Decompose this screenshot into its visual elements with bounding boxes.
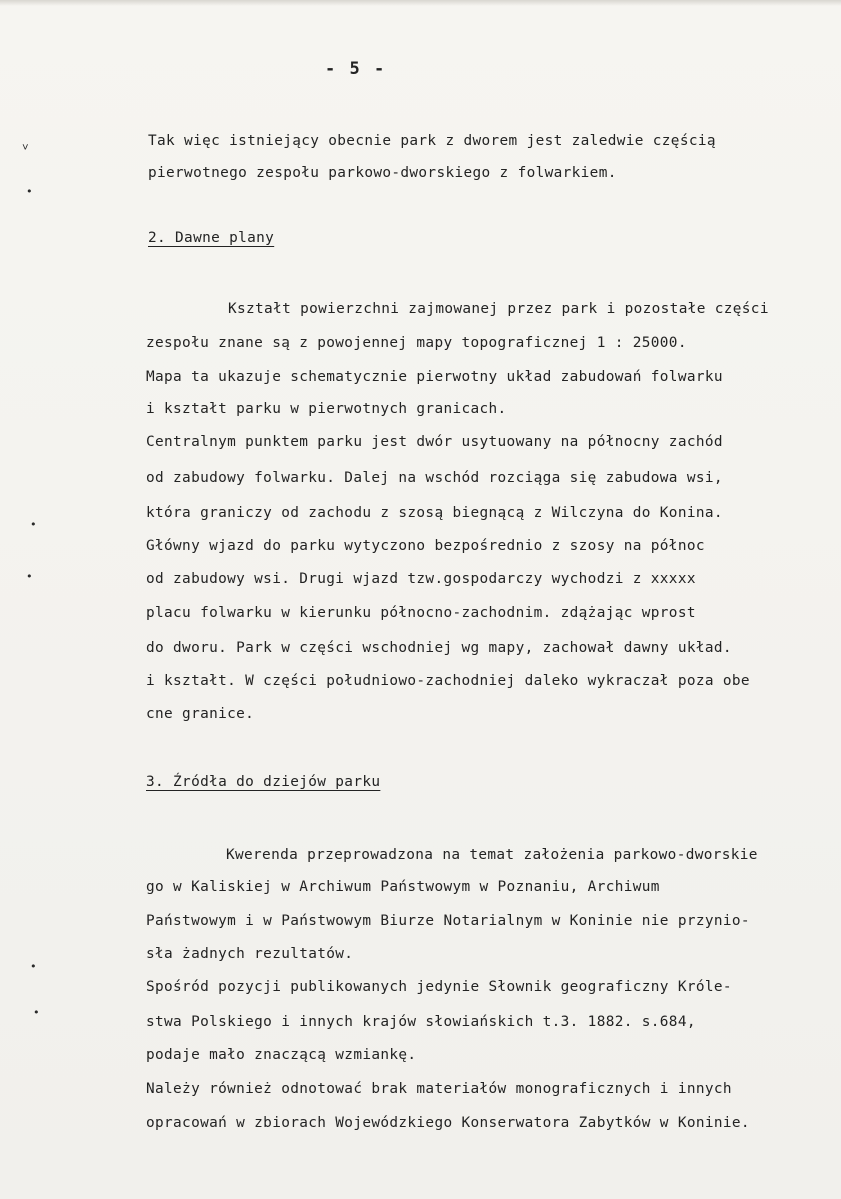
paragraph-line: Centralnym punktem parku jest dwór usytuowany na północny zachód <box>146 434 723 450</box>
paragraph-line: Państwowym i w Państwowym Biurze Notarialnym w Koninie nie przynio- <box>146 913 750 929</box>
paragraph-line: Kształt powierzchni zajmowanej przez park i pozostałe części <box>228 301 769 317</box>
paragraph-line: i kształt parku w pierwotnych granicach. <box>146 401 507 417</box>
margin-mark: • <box>26 185 33 198</box>
margin-mark: • <box>30 518 37 531</box>
intro-line: pierwotnego zespołu parkowo-dworskiego z folwarkiem. <box>148 165 617 181</box>
scan-edge <box>0 0 841 6</box>
margin-mark: • <box>30 960 37 973</box>
paragraph-line: do dworu. Park w części wschodniej wg mapy, zachował dawny układ. <box>146 640 732 656</box>
intro-line: Tak więc istniejący obecnie park z dworem jest zaledwie częścią <box>148 133 716 149</box>
paragraph-line: Główny wjazd do parku wytyczono bezpośrednio z szosy na północ <box>146 538 705 554</box>
paragraph-line: od zabudowy folwarku. Dalej na wschód rozciąga się zabudowa wsi, <box>146 470 723 486</box>
paragraph-line: Mapa ta ukazuje schematycznie pierwotny układ zabudowań folwarku <box>146 369 723 385</box>
paragraph-line: placu folwarku w kierunku północno-zachodnim. zdążając wprost <box>146 605 696 621</box>
paragraph-line: Spośród pozycji publikowanych jedynie Słownik geograficzny Króle- <box>146 979 732 995</box>
paragraph-line: stwa Polskiego i innych krajów słowiańskich t.3. 1882. s.684, <box>146 1014 696 1030</box>
margin-mark: • <box>26 570 33 583</box>
paragraph-line: od zabudowy wsi. Drugi wjazd tzw.gospodarczy wychodzi z xxxxx <box>146 571 696 587</box>
paragraph-line: i kształt. W części południowo-zachodniej daleko wykraczał poza obe <box>146 673 750 689</box>
margin-mark: ˅ <box>22 141 29 154</box>
margin-mark: • <box>33 1006 40 1019</box>
page-number: - 5 - <box>325 59 387 79</box>
section-heading-dawne-plany: 2. Dawne plany <box>148 230 275 246</box>
paragraph-line: podaje mało znaczącą wzmiankę. <box>146 1047 417 1063</box>
paragraph-line: która graniczy od zachodu z szosą biegnącą z Wilczyna do Konina. <box>146 505 723 521</box>
paragraph-line: Kwerenda przeprowadzona na temat założenia parkowo-dworskie <box>226 847 758 863</box>
paragraph-line: opracowań w zbiorach Wojewódzkiego Konserwatora Zabytków w Koninie. <box>146 1115 750 1131</box>
paragraph-line: go w Kaliskiej w Archiwum Państwowym w Poznaniu, Archiwum <box>146 879 660 895</box>
section-heading-zrodla: 3. Źródła do dziejów parku <box>146 774 381 790</box>
paragraph-line: cne granice. <box>146 706 255 722</box>
paragraph-line: sła żadnych rezultatów. <box>146 946 354 962</box>
paragraph-line: Należy również odnotować brak materiałów monograficznych i innych <box>146 1081 732 1097</box>
paragraph-line: zespołu znane są z powojennej mapy topograficznej 1 : 25000. <box>146 335 687 351</box>
